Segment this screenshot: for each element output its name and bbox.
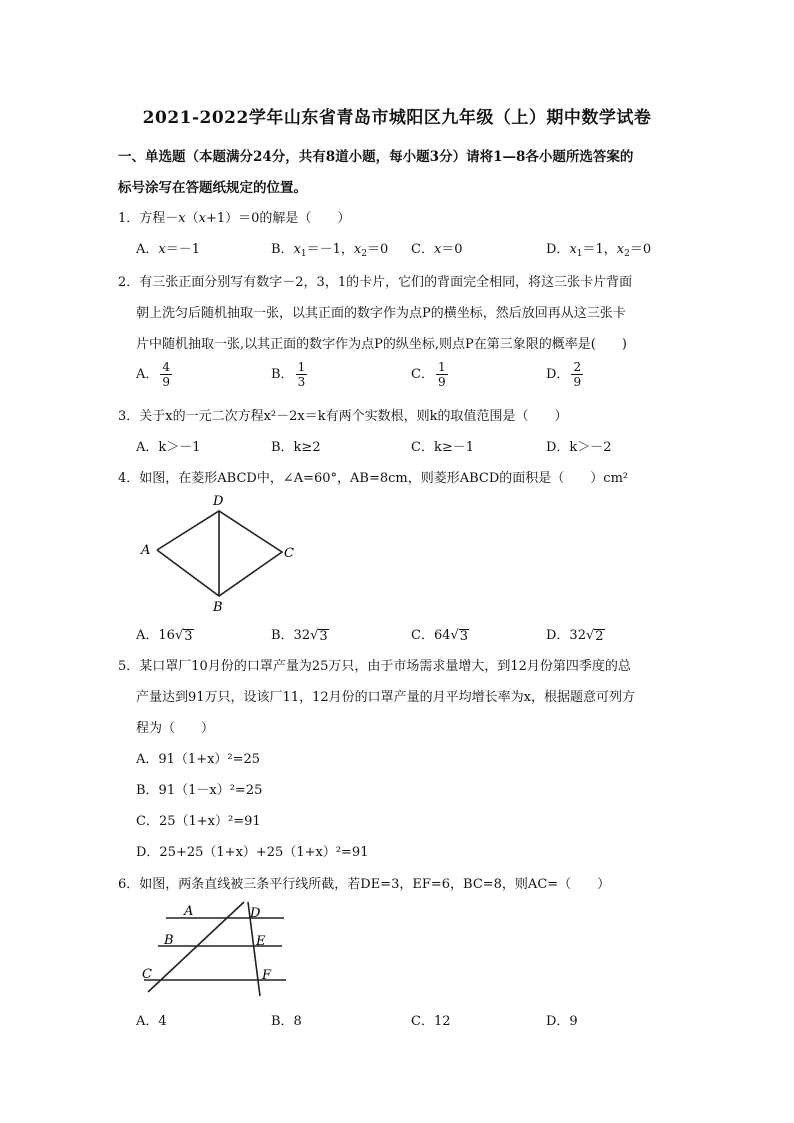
section-heading-line-1: 一、单选题（本题满分24分，共有8道小题，每小题3分）请将1—8各小题所选答案的: [118, 149, 634, 165]
transversal-left: [148, 902, 244, 992]
q6-option-c[interactable]: C．12: [411, 1014, 451, 1029]
q5-option-d[interactable]: D．25+25（1+x）+25（1+x）²=91: [136, 845, 369, 860]
q4-option-c[interactable]: C．64√ 3: [411, 628, 469, 644]
q2-option-d[interactable]: D． $\frac{2}{9}$: [546, 360, 582, 389]
q4-option-a[interactable]: A．16√ 3: [136, 628, 193, 644]
q3-stem: 3．关于x的一元二次方程x²－2x＝k有两个实数根，则k的取值范围是（ ）: [118, 409, 568, 424]
q2-stem-line-3: 片中随机抽取一张,以其正面的数字作为点P的纵坐标,则点P在第三象限的概率是( ): [136, 337, 627, 352]
q5-option-b[interactable]: B．91（1－x）²=25: [136, 783, 263, 798]
section-heading-line-2: 标号涂写在答题纸规定的位置。: [118, 180, 307, 196]
q1-option-c[interactable]: C．x＝0: [411, 242, 463, 257]
label-a: A: [141, 543, 151, 558]
q4-option-b[interactable]: B．32√ 3: [271, 628, 328, 644]
q3-option-a[interactable]: A．k＞－1: [136, 440, 201, 455]
label-c: C: [142, 967, 152, 982]
q1-option-a[interactable]: A．x＝－1: [136, 242, 201, 257]
q6-stem: 6．如图，两条直线被三条平行线所截，若DE=3，EF=6，BC=8，则AC=（ ）: [118, 877, 611, 892]
label-d: D: [213, 494, 224, 509]
label-c: C: [284, 546, 294, 561]
q5-stem-line-2: 产量达到91万只，设该厂11，12月份的口罩产量的月平均增长率为x，根据题意可列方: [136, 690, 635, 705]
q2-option-b[interactable]: B． $\frac{1}{3}$: [271, 360, 306, 389]
label-b: B: [164, 933, 174, 948]
q4-option-d[interactable]: D．32√ 2: [546, 628, 604, 644]
label-f: F: [262, 968, 272, 983]
q6-option-d[interactable]: D．9: [546, 1014, 578, 1029]
q2-option-a[interactable]: A． $\frac{4}{9}$: [136, 360, 171, 389]
q6-option-a[interactable]: A．4: [136, 1014, 167, 1029]
q6-option-b[interactable]: B．8: [271, 1014, 302, 1029]
q1-option-b[interactable]: B．$x_1=-1$，$x_2=0$: [271, 242, 389, 259]
q3-option-b[interactable]: B．k≥2: [271, 440, 321, 455]
q2-stem-line-2: 朝上洗匀后随机抽取一张，以其正面的数字作为点P的横坐标，然后放回再从这三张卡: [136, 306, 626, 321]
q6-parallel-lines-figure: [136, 900, 296, 1000]
label-d: D: [250, 906, 261, 921]
q2-stem-line-1: 2．有三张正面分别写有数字－2，3，1的卡片，它们的背面完全相同，将这三张卡片背面: [118, 275, 633, 290]
q3-option-d[interactable]: D．k＞－2: [546, 440, 612, 455]
q2-option-c[interactable]: C． $\frac{1}{9}$: [411, 360, 446, 389]
q5-stem-line-3: 程为（ ）: [136, 721, 215, 736]
q1-stem: 1．方程－x（x+1）＝0的解是（ ）: [118, 211, 351, 226]
q3-option-c[interactable]: C．k≥－1: [411, 440, 474, 455]
q1-option-d[interactable]: D．$x_1=1$，$x_2=0$: [546, 242, 652, 259]
label-e: E: [256, 934, 266, 949]
label-b: B: [213, 600, 223, 615]
q5-stem-line-1: 5．某口罩厂10月份的口罩产量为25万只，由于市场需求量增大，到12月份第四季度的总: [118, 659, 631, 674]
label-a: A: [184, 904, 194, 919]
page-title: 2021-2022学年山东省青岛市城阳区九年级（上）期中数学试卷: [142, 108, 652, 128]
q5-option-a[interactable]: A．91（1+x）²=25: [136, 752, 261, 767]
q5-option-c[interactable]: C．25（1+x）²=91: [136, 814, 261, 829]
q4-rhombus-figure: [136, 490, 306, 615]
q4-stem: 4．如图，在菱形ABCD中，∠A=60°，AB=8cm，则菱形ABCD的面积是（ ）cm²: [118, 471, 629, 486]
